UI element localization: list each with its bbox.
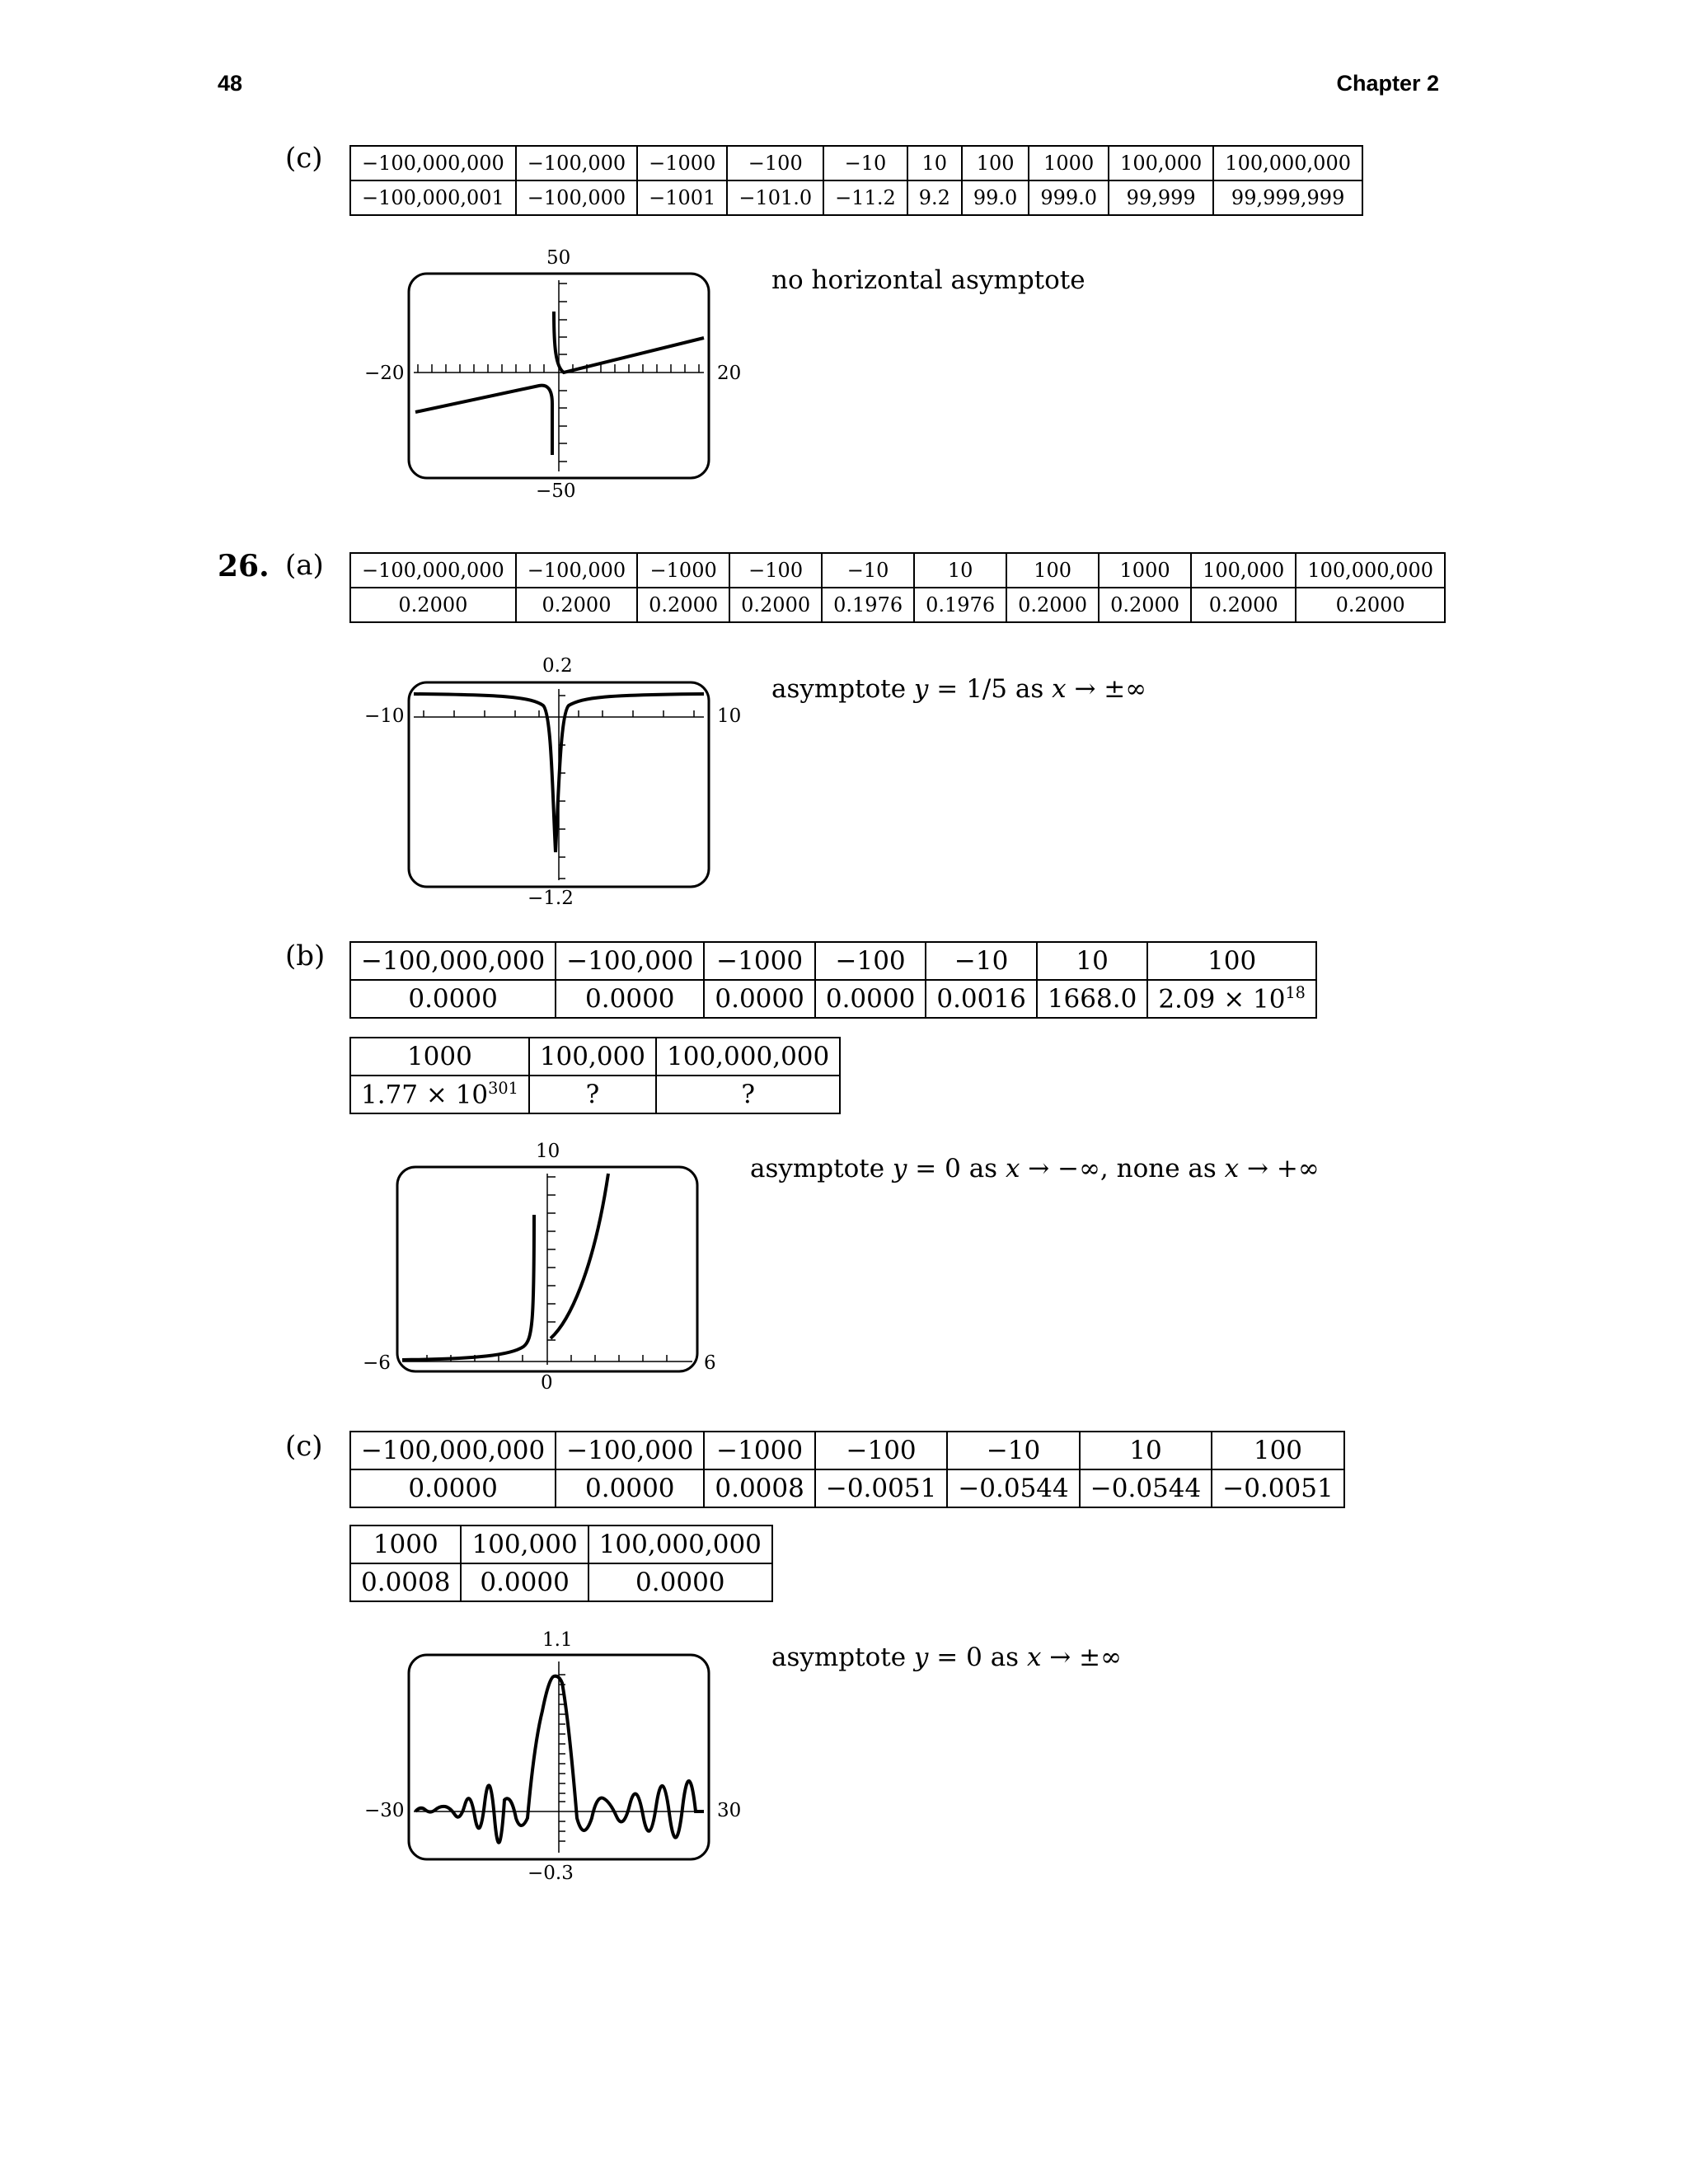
table-cell: −1000 [704,1432,814,1469]
table-cell: −100,000 [516,146,637,180]
page-number: 48 [218,71,243,96]
table-cell: 0.1976 [914,588,1006,622]
table-row-y [350,1563,772,1601]
calculator-graph-26b [396,1165,699,1373]
table-cell: 0.2000 [1006,588,1099,622]
graph-ymin-label: −50 [536,480,576,502]
table-row-y [350,180,1362,215]
table-cell: 100,000,000 [656,1038,840,1076]
note-var-x: x [1026,1643,1042,1672]
note-var-y: y [892,1154,907,1183]
table-cell: −100,000 [516,553,637,588]
graph-xmax-label: 6 [704,1352,716,1374]
table-row-y [350,1076,840,1113]
note-text: = 0 as [928,1643,1027,1672]
note-text: asymptote [771,1643,914,1672]
graph-note-26b [750,1154,1320,1183]
graph-ymax-label: 0.2 [542,655,573,677]
table-cell: 100 [1006,553,1099,588]
part-label-26c: (c) [285,1430,323,1463]
table-cell: −100,000,000 [350,553,516,588]
cell-exponent: 301 [488,1079,518,1099]
table-cell: 0.2000 [350,588,516,622]
table-cell: 100,000 [529,1038,656,1076]
table-row-x [350,942,1316,980]
calculator-graph-26a [407,681,710,888]
table-cell: −10 [823,146,907,180]
graph-ymax-label: 10 [536,1141,560,1162]
table-cell: −0.0051 [815,1469,947,1507]
table-cell: 0.0008 [704,1469,814,1507]
graph-xmax-label: 30 [717,1800,742,1821]
table-cell: −1000 [704,942,814,980]
values-table-26a [349,552,1446,623]
table-cell: 10 [907,146,962,180]
table-cell: 0.0008 [350,1563,461,1601]
table-cell: −0.0051 [1212,1469,1343,1507]
cell-exponent: 18 [1285,983,1306,1003]
table-cell: −100 [815,1432,947,1469]
graph-ymax-label: 1.1 [542,1629,573,1651]
values-table-25c [349,145,1363,216]
table-cell: −10 [926,942,1036,980]
table-cell: 0.0000 [815,980,926,1018]
table-cell: 10 [1037,942,1147,980]
table-cell: −100,000 [516,180,637,215]
part-label-25c: (c) [285,142,323,175]
table-row-x [350,1526,772,1563]
values-table-26c-2 [349,1525,773,1602]
note-var-x: x [1224,1154,1240,1183]
table-row-y [350,588,1445,622]
table-cell: 0.0000 [461,1563,588,1601]
note-text: asymptote [750,1154,893,1183]
table-cell: 999.0 [1029,180,1109,215]
table-cell: 10 [914,553,1006,588]
table-cell: 99.0 [962,180,1029,215]
table-cell: 0.0000 [350,1469,556,1507]
table-cell: −100,000,000 [350,146,516,180]
table-cell [350,1076,529,1113]
note-var-x: x [1005,1154,1020,1183]
table-cell: 99,999,999 [1213,180,1362,215]
table-cell: 100,000 [461,1526,588,1563]
table-cell: 0.0000 [588,1563,772,1601]
table-cell: 99,999 [1109,180,1213,215]
table-cell: −100 [727,146,823,180]
graph-xmin-label: −10 [364,705,405,727]
values-table-26b-1 [349,941,1317,1019]
table-cell: 0.0000 [704,980,814,1018]
values-table-26b-2 [349,1037,841,1114]
table-cell: 1000 [1099,553,1191,588]
curve-left-branch [415,386,552,455]
table-cell: −101.0 [727,180,823,215]
table-cell: −100,000,001 [350,180,516,215]
cell-mantissa: 1.77 × 10 [361,1080,489,1110]
table-cell: 100 [1147,942,1316,980]
calculator-graph-26c [407,1653,710,1861]
curve-right-branch [554,312,704,373]
table-row-y [350,1469,1344,1507]
note-text: → +∞ [1239,1154,1320,1183]
table-cell: −10 [822,553,914,588]
table-cell: 100,000 [1191,553,1296,588]
curve-left-branch [402,1215,534,1360]
table-cell: −100,000 [556,1432,704,1469]
note-text: = 0 as [907,1154,1006,1183]
table-cell: −10 [947,1432,1079,1469]
graph-xmin-label: −6 [363,1352,391,1374]
table-row-x [350,1432,1344,1469]
note-text: → −∞, none as [1020,1154,1225,1183]
part-label-26b: (b) [285,940,326,972]
table-cell: 0.2000 [1099,588,1191,622]
table-cell: 9.2 [907,180,962,215]
graph-note-25c: no horizontal asymptote [771,265,1085,295]
graph-ymin-label: −0.3 [528,1863,574,1884]
table-cell: 0.0016 [926,980,1036,1018]
table-cell: 0.0000 [556,980,704,1018]
note-var-y: y [913,1643,929,1672]
table-cell: 0.2000 [1191,588,1296,622]
table-row-y [350,980,1316,1018]
graph-xmin-label: −20 [364,363,405,384]
table-cell: 0.0000 [556,1469,704,1507]
graph-note-26a [771,674,1146,704]
curve-right-branch [551,1174,608,1338]
table-cell: 100,000,000 [588,1526,772,1563]
table-cell: 100,000,000 [1296,553,1445,588]
table-cell: 0.1976 [822,588,914,622]
table-cell: 0.0000 [350,980,556,1018]
table-cell: 10 [1080,1432,1212,1469]
table-cell: 1668.0 [1037,980,1147,1018]
table-cell: −100 [729,553,822,588]
table-row-x [350,1038,840,1076]
part-label-26a: (a) [285,549,324,582]
graph-xmin-label: −30 [364,1800,405,1821]
table-cell: −100,000,000 [350,1432,556,1469]
curve-sinc [415,1676,704,1843]
calculator-graph-25c [407,272,710,480]
graph-ymin-label: 0 [541,1372,553,1394]
table-cell: −100,000 [556,942,704,980]
table-cell: ? [529,1076,656,1113]
problem-number-26: 26. [218,549,270,583]
table-cell: 0.2000 [637,588,729,622]
note-var-y: y [913,674,929,704]
table-cell: 0.2000 [516,588,637,622]
note-var-x: x [1052,674,1067,704]
table-cell: −0.0544 [1080,1469,1212,1507]
table-cell: 100,000 [1109,146,1213,180]
table-cell: 1000 [350,1526,461,1563]
note-text: → ±∞ [1041,1643,1122,1672]
values-table-26c-1 [349,1431,1345,1508]
graph-xmax-label: 20 [717,363,742,384]
table-cell: −1001 [637,180,727,215]
table-cell: −0.0544 [947,1469,1079,1507]
cell-mantissa: 2.09 × 10 [1158,984,1286,1015]
table-row-x [350,553,1445,588]
table-cell: −11.2 [823,180,907,215]
graph-ymin-label: −1.2 [528,888,574,909]
table-cell: −1000 [637,146,727,180]
table-cell: ? [656,1076,840,1113]
table-cell: 0.2000 [729,588,822,622]
table-row-x [350,146,1362,180]
table-cell: 100,000,000 [1213,146,1362,180]
table-cell [1147,980,1316,1018]
note-text: → ±∞ [1066,674,1147,704]
table-cell: 0.2000 [1296,588,1445,622]
table-cell: −100,000,000 [350,942,556,980]
table-cell: 100 [1212,1432,1343,1469]
graph-note-26c [771,1643,1122,1672]
note-text: asymptote [771,674,914,704]
chapter-title: Chapter 2 [1336,71,1439,96]
table-cell: 1000 [1029,146,1109,180]
note-text: = 1/5 as [928,674,1053,704]
graph-xmax-label: 10 [717,705,742,727]
table-cell: 100 [962,146,1029,180]
table-cell: −1000 [637,553,729,588]
graph-ymax-label: 50 [546,247,571,269]
table-cell: 1000 [350,1038,529,1076]
table-cell: −100 [815,942,926,980]
